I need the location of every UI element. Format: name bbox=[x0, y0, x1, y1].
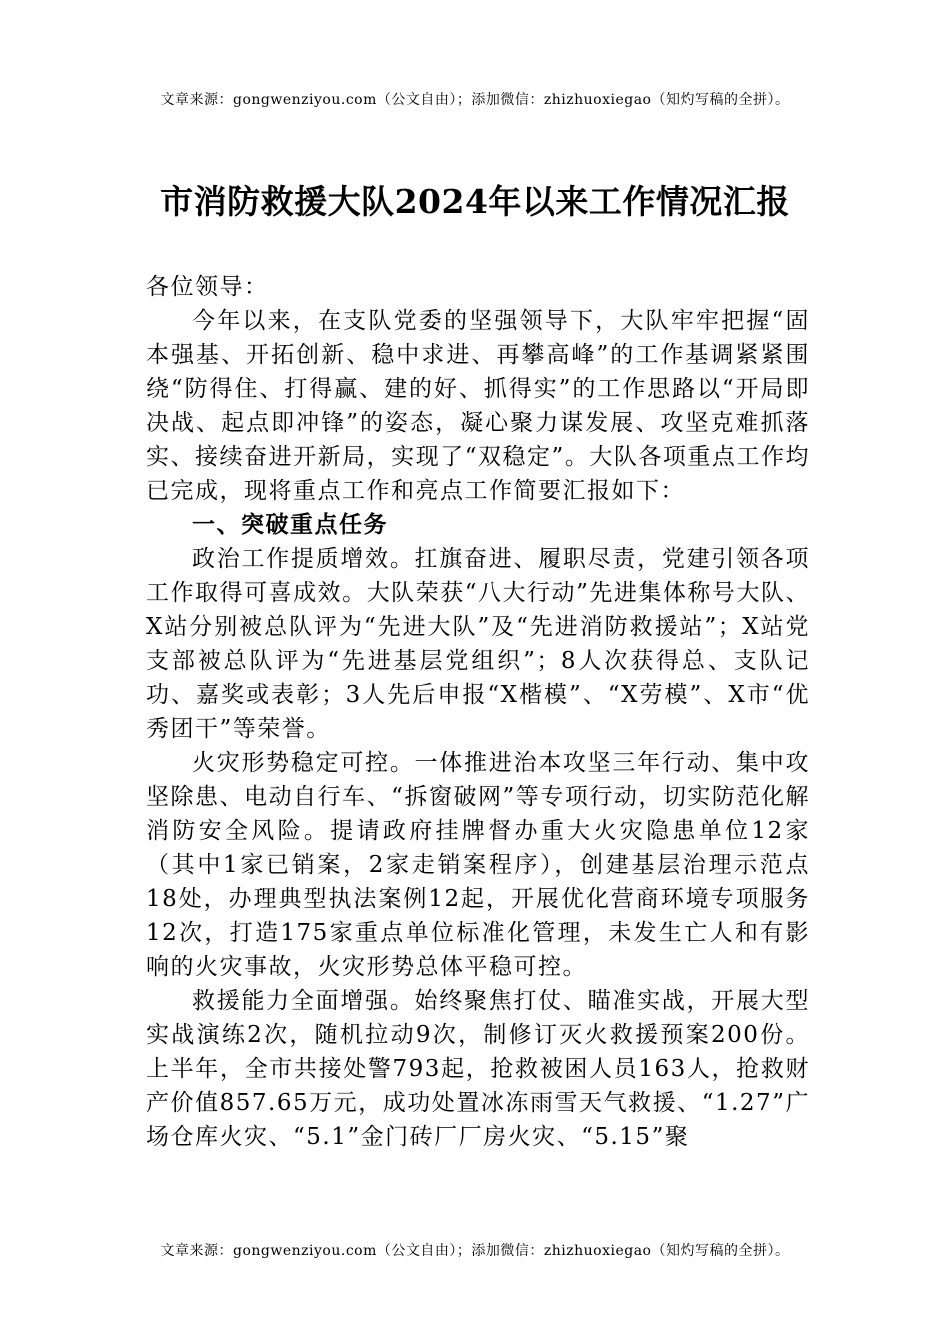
header-source-note: 文章来源：gongwenziyou.com（公文自由）；添加微信：zhizhuoxiegao（知灼写稿的全拼）。 bbox=[160, 92, 790, 108]
paragraph-rescue-capability: 救援能力全面增强。始终聚焦打仗、瞄准实战，开展大型实战演练2次，随机拉动9次，制修订灭火救援预案200份。上半年，全市共接处警793起，抢救被困人员163人，抢救财产价值857.65万元，成功处置冰冻雨雪天气救援、“1.27”广场仓库火灾、“5.1”金门砖厂厂房火灾、“5.15”聚 bbox=[146, 988, 810, 1150]
paragraph-fire-situation: 火灾形势稳定可控。一体推进治本攻坚三年行动、集中攻坚除患、电动自行车、“拆窗破网”等专项行动，切实防范化解消防安全风险。提请政府挂牌督办重大火灾隐患单位12家（其中1家已销案，2家走销案程序），创建基层治理示范点18处，办理典型执法案例12起，开展优化营商环境专项服务12次，打造175家重点单位标准化管理，未发生亡人和有影响的火灾事故，火灾形势总体平稳可控。 bbox=[146, 750, 810, 980]
document-body bbox=[146, 270, 810, 1154]
salutation: 各位领导： bbox=[146, 274, 269, 300]
paragraph-politics: 政治工作提质增效。扛旗奋进、履职尽责，党建引领各项工作取得可喜成效。大队荣获“八大行动”先进集体称号大队、X站分别被总队评为“先进大队”及“先进消防救援站”；X站党支部被总队评为“先进基层党组织”；8人次获得总、支队记功、嘉奖或表彰；3人先后申报“X楷模”、“X劳模”、X市“优秀团干”等荣誉。 bbox=[146, 546, 810, 742]
intro-paragraph: 今年以来，在支队党委的坚强领导下，大队牢牢把握“固本强基、开拓创新、稳中求进、再攀高峰”的工作基调紧紧围绕“防得住、打得赢、建的好、抓得实”的工作思路以“开局即决战、起点即冲锋”的姿态，凝心聚力谋发展、攻坚克难抓落实、接续奋进开新局，实现了“双稳定”。大队各项重点工作均已完成，现将重点工作和亮点工作简要汇报如下： bbox=[146, 308, 810, 504]
footer-source-note: 文章来源：gongwenziyou.com（公文自由）；添加微信：zhizhuoxiegao（知灼写稿的全拼）。 bbox=[160, 1243, 790, 1259]
section-heading-1: 一、突破重点任务 bbox=[192, 512, 388, 538]
document-title: 市消防救援大队2024年以来工作情况汇报 bbox=[160, 182, 790, 221]
